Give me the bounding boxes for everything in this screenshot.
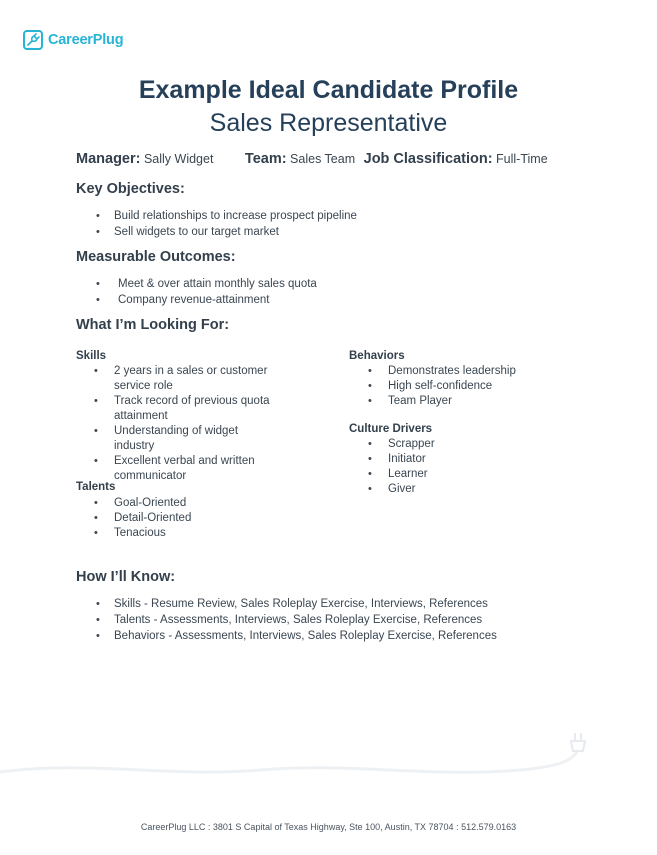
- list-item: • Giver: [368, 482, 435, 497]
- list-item: • Company revenue-attainment: [94, 292, 317, 308]
- job-classification-label: Job Classification:: [363, 151, 493, 167]
- culture-drivers-list: [368, 437, 435, 497]
- looking-for-heading: What I’m Looking For:: [76, 317, 230, 333]
- footer-address: CareerPlug LLC : 3801 S Capital of Texas Highway, Ste 100, Austin, TX 78704 : 512.579.0163: [140, 822, 517, 832]
- job-classification-value: Full-Time: [496, 152, 548, 166]
- list-item: • Demonstrates leadership: [368, 364, 516, 379]
- skills-heading: Skills: [76, 350, 107, 362]
- meta-row: [76, 151, 548, 167]
- team-label: Team:: [244, 151, 287, 167]
- manager-value: Sally Widget: [143, 152, 214, 166]
- team-value: Sales Team: [290, 152, 356, 166]
- behaviors-heading: Behaviors: [349, 350, 405, 362]
- brand-name: CareerPlug: [48, 32, 124, 48]
- list-item: • Scrapper: [368, 437, 435, 452]
- talents-heading: Talents: [76, 481, 116, 493]
- culture-drivers-heading: Culture Drivers: [349, 423, 433, 435]
- list-item: • Meet & over attain monthly sales quota: [94, 276, 317, 292]
- page-title: Example Ideal Candidate Profile: [138, 76, 519, 104]
- how-know-list: [94, 596, 497, 644]
- list-item: • Tenacious: [94, 526, 191, 541]
- page-subtitle: Sales Representative: [209, 109, 448, 137]
- list-item: • Excellent verbal and written communicator: [94, 454, 279, 484]
- key-objectives-heading: Key Objectives:: [76, 181, 185, 197]
- list-item: • Sell widgets to our target market: [94, 224, 357, 240]
- list-item: • Goal-Oriented: [94, 496, 191, 511]
- list-item: • Build relationships to increase prospect pipeline: [94, 208, 357, 224]
- manager-label: Manager:: [76, 151, 141, 167]
- list-item: • Behaviors - Assessments, Interviews, Sales Roleplay Exercise, References: [94, 628, 497, 644]
- list-item: • 2 years in a sales or customer service role: [94, 364, 279, 394]
- list-item: • High self-confidence: [368, 379, 516, 394]
- measurable-outcomes-heading: Measurable Outcomes:: [76, 249, 236, 265]
- skills-list: [94, 364, 279, 484]
- list-item: • Detail-Oriented: [94, 511, 191, 526]
- list-item: • Learner: [368, 467, 435, 482]
- measurable-outcomes-list: [94, 276, 317, 308]
- list-item: • Team Player: [368, 394, 516, 409]
- talents-list: [94, 496, 191, 541]
- list-item: • Initiator: [368, 452, 435, 467]
- list-item: • Talents - Assessments, Interviews, Sales Roleplay Exercise, References: [94, 612, 497, 628]
- list-item: • Track record of previous quota attainment: [94, 394, 279, 424]
- behaviors-list: [368, 364, 516, 409]
- decorative-plug-wave: [0, 720, 657, 780]
- how-know-heading: How I’ll Know:: [76, 569, 176, 585]
- list-item: • Understanding of widget industry: [94, 424, 279, 454]
- careerplug-logo: [23, 30, 123, 50]
- list-item: • Skills - Resume Review, Sales Roleplay Exercise, Interviews, References: [94, 596, 497, 612]
- plug-logo-icon: [23, 30, 43, 50]
- key-objectives-list: [94, 208, 357, 240]
